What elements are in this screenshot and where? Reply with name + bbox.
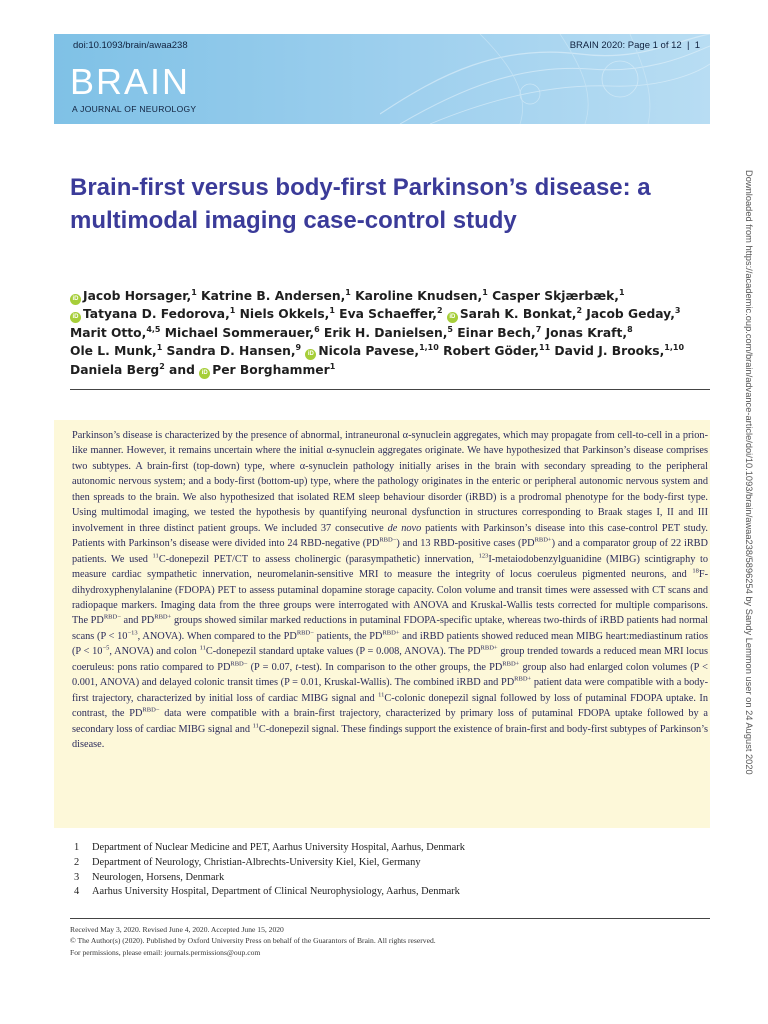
author-line: Daniela Berg$^2$ and iD Per Borghammer$^1$	[70, 361, 336, 377]
footer-divider	[70, 918, 710, 919]
permissions[interactable]: For permissions, please email: journals.permissions@oup.com	[70, 947, 261, 957]
author-line: iD Jacob Horsager,$^1$ Katrine B. Andersen,$^1$ Karoline Knudsen,$^1$ Casper Skjærbæk,$^1$	[70, 287, 710, 305]
orcid-icon[interactable]: iD	[305, 349, 316, 360]
abstract: Parkinson’s disease is characterized by the presence of abnormal, intraneuronal α-synuclein aggregates, which may propagate from cell-to-cell in a prion-like manner. However, it remains uncertain where the initial α-synuclein aggregates originate. We have hypothesized that Parkinson’s disease comprises two subtypes. A brain-first (top-down) type, where α-synuclein pathology initially arises in the brain with secondary spreading to the peripheral autonomic nervous system; and a body-first (bottom-up) type, where the pathology originates in the enteric or peripheral autonomic nervous system and then spreads to the brain. We also hypothesized that isolated REM sleep behaviour disorder (iRBD) is a prodromal phenotype for the body-first type. Using multimodal imaging, we tested the hypothesis by quantifying neuronal dysfunction in structures corresponding to Braak stages I, II and III involvement in three distinct patient groups. We included 37 consecutive de novo patients with Parkinson’s disease into this case-control PET study. Patients with Parkinson’s disease were divided into 24 RBD-negative $(PD^{RBD-})$ and 13 RBD-positive cases $(PD^{RBD+})$ and a comparator group of 22 iRBD patients. We used $^{11}$C-donepezil PET/CT to assess cholinergic (parasympathetic) innervation, $^{123}$I-metaiodobenzylguanidine (MIBG) scintigraphy to measure cardiac sympathetic innervation, neuromelanin-sensitive MRI to measure the integrity of locus coeruleus pigmented neurons, and $^{18}$F-dihydroxyphenylalanine (FDOPA) PET to assess putaminal dopamine storage capacity. Colon volume and transit times were assessed with CT scans and radiopaque markers. Imaging data from the three groups were interrogated with ANOVA and Kruskal-Wallis tests corrected for multiple comparisons. The $PD^{RBD-}$ and $PD^{RBD+}$ groups showed similar marked reductions in putaminal FDOPA-specific uptake, whereas two-thirds of iRBD patients had normal scans ($P < 10^{-13}$, ANOVA). When compared to the $PD^{RBD-}$ patients, the $PD^{RBD+}$ and iRBD patients showed reduced mean MIBG heart:mediastinum ratios ($P < 10^{-5}$, ANOVA) and colon $^{11}$C-donepezil standard uptake values (P = 0.008, ANOVA). The $PD^{RBD+}$ group trended towards a reduced mean MRI locus coeruleus: pons ratio compared to $PD^{RBD-}$ (P = 0.07, t-test). In comparison to the other groups, the $PD^{RBD+}$ group also had enlarged colon volumes (P < 0.001, ANOVA) and delayed colonic transit times (P = 0.01, Kruskal-Wallis). The combined iRBD and $PD^{RBD+}$ patient data were compatible with a body-first trajectory, characterized by initial loss of cardiac MIBG signal and $^{11}$C-colonic donepezil signal followed by loss of putaminal FDOPA uptake. In contrast, the $PD^{RBD-}$ data were compatible with a brain-first trajectory, characterized by primary loss of putaminal FDOPA uptake followed by a secondary loss of cardiac MIBG signal and $^{11}$C-donepezil signal. These findings support the existence of brain-first and body-first subtypes of Parkinson’s disease.	[72, 430, 709, 751]
divider	[70, 389, 710, 390]
footer	[70, 924, 670, 958]
affiliation-item: 4 Aarhus University Hospital, Department of Clinical Neurophysiology, Aarhus, Denmark	[74, 886, 460, 898]
affiliation-item: 2 Department of Neurology, Christian-Albrechts-University Kiel, Kiel, Germany	[74, 856, 421, 868]
journal-banner	[54, 34, 710, 124]
orcid-icon[interactable]: iD	[70, 312, 81, 323]
article-title: Brain-first versus body-first Parkinson’s disease: a multimodal imaging case-control study	[70, 174, 651, 234]
page-info: BRAIN 2020: Page 1 of 12 | 1	[569, 40, 700, 51]
orcid-icon[interactable]: iD	[447, 312, 458, 323]
affiliations	[74, 841, 674, 900]
copyright: © The Author(s) (2020). Published by Oxford University Press on behalf of the Guarantors of Brain. All rights reserved.	[70, 936, 436, 946]
doi[interactable]: doi:10.1093/brain/awaa238	[73, 40, 188, 51]
author-list	[70, 287, 710, 379]
download-note: Downloaded from https://academic.oup.com/brain/advance-article/doi/10.1093/brain/awaa238/5896254 by Sandy Lemmon user on 24 August 2020	[744, 170, 754, 775]
author-line: Marit Otto,$^{4,5}$ Michael Sommerauer,$^6$ Erik H. Danielsen,$^5$ Einar Bech,$^7$ Jonas Kraft,$^8$	[70, 324, 633, 340]
author-line: iD Tatyana D. Fedorova,$^1$ Niels Okkels,$^1$ Eva Schaeffer,$^2$ iD Sarah K. Bonkat,$^2$ Jacob Geday,$^3$	[70, 305, 710, 323]
author-line: Ole L. Munk,$^1$ Sandra D. Hansen,$^9$ iD Nicola Pavese,$^{1,10}$ Robert Göder,$^{11}$ David J. Brooks,$^{1,10}$	[70, 343, 685, 359]
orcid-icon[interactable]: iD	[70, 294, 81, 305]
affiliation-item: 3 Neurologen, Horsens, Denmark	[74, 871, 225, 883]
orcid-icon[interactable]: iD	[199, 368, 210, 379]
received-dates: Received May 3, 2020. Revised June 4, 2020. Accepted June 15, 2020	[70, 925, 284, 934]
journal-subtitle: A JOURNAL OF NEUROLOGY	[72, 104, 197, 114]
journal-name: BRAIN	[70, 61, 191, 102]
affiliation-item: 1 Department of Nuclear Medicine and PET, Aarhus University Hospital, Aarhus, Denmark	[74, 842, 465, 853]
